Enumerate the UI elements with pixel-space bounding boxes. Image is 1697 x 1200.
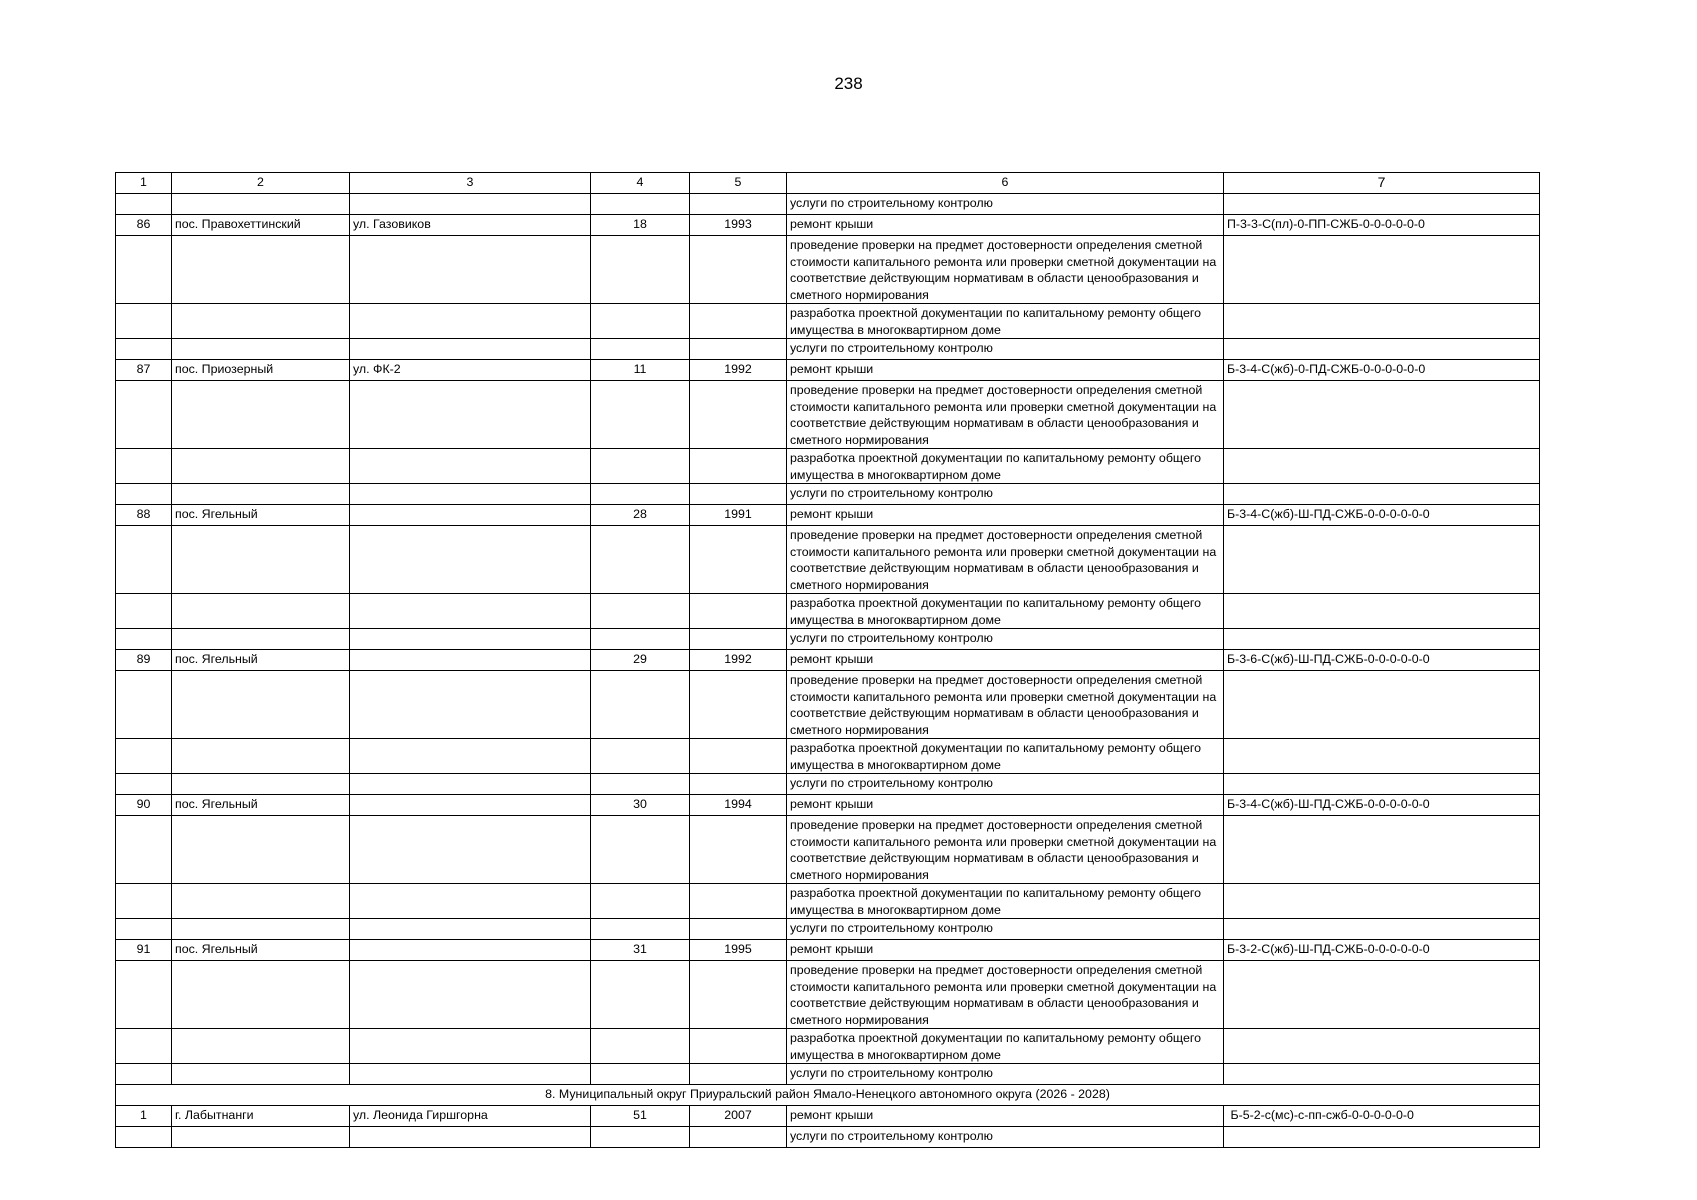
house-number: 31 xyxy=(591,940,690,961)
table-row xyxy=(116,484,1540,505)
table-row xyxy=(116,774,1540,795)
house-row xyxy=(116,650,1540,671)
table-row xyxy=(116,449,1540,484)
table-row xyxy=(116,594,1540,629)
section-title: 8. Муниципальный округ Приуральский район Ямало-Ненецкого автономного округа (2026 - 2028) xyxy=(116,1085,1540,1106)
table-row xyxy=(116,236,1540,304)
row-number: 91 xyxy=(116,940,172,961)
work-type: услуги по строительному контролю xyxy=(787,1064,1224,1085)
street xyxy=(350,940,591,961)
work-type: ремонт крыши xyxy=(787,650,1224,671)
table-row xyxy=(116,884,1540,919)
work-type: услуги по строительному контролю xyxy=(787,1127,1224,1148)
work-type: проведение проверки на предмет достоверности определения сметной стоимости капитального ремонта или проверки сметной документации на соответствие действующим нормативам в области ценообразования и сметного нормирования xyxy=(787,381,1224,449)
house-row xyxy=(116,1106,1540,1127)
work-type: разработка проектной документации по капитальному ремонту общего имущества в многоквартирном доме xyxy=(787,739,1224,774)
work-type: услуги по строительному контролю xyxy=(787,339,1224,360)
house-code: Б-3-4-С(жб)-Ш-ПД-СЖБ-0-0-0-0-0-0 xyxy=(1224,505,1540,526)
work-type: проведение проверки на предмет достоверности определения сметной стоимости капитального ремонта или проверки сметной документации на соответствие действующим нормативам в области ценообразования и сметного нормирования xyxy=(787,526,1224,594)
house-number: 29 xyxy=(591,650,690,671)
house-number: 28 xyxy=(591,505,690,526)
house-number: 30 xyxy=(591,795,690,816)
house-code: Б-3-4-С(жб)-0-ПД-СЖБ-0-0-0-0-0-0 xyxy=(1224,360,1540,381)
table-row xyxy=(116,304,1540,339)
column-header: 5 xyxy=(690,173,787,194)
table-row xyxy=(116,739,1540,774)
settlement: пос. Правохеттинский xyxy=(172,215,350,236)
table-row xyxy=(116,339,1540,360)
house-row xyxy=(116,795,1540,816)
capital-repair-table xyxy=(115,172,1540,1148)
work-type: проведение проверки на предмет достоверности определения сметной стоимости капитального ремонта или проверки сметной документации на соответствие действующим нормативам в области ценообразования и сметного нормирования xyxy=(787,671,1224,739)
year-built: 1994 xyxy=(690,795,787,816)
table-row xyxy=(116,629,1540,650)
house-code: П-3-3-С(пл)-0-ПП-СЖБ-0-0-0-0-0-0 xyxy=(1224,215,1540,236)
table-row xyxy=(116,1127,1540,1148)
work-type: ремонт крыши xyxy=(787,360,1224,381)
table-row xyxy=(116,526,1540,594)
table-row xyxy=(116,194,1540,215)
street xyxy=(350,795,591,816)
section-row xyxy=(116,1085,1540,1106)
house-row xyxy=(116,940,1540,961)
street: ул. ФК-2 xyxy=(350,360,591,381)
work-type: услуги по строительному контролю xyxy=(787,194,1224,215)
house-number: 11 xyxy=(591,360,690,381)
house-number: 18 xyxy=(591,215,690,236)
house-code: Б-3-6-С(жб)-Ш-ПД-СЖБ-0-0-0-0-0-0 xyxy=(1224,650,1540,671)
settlement: пос. Приозерный xyxy=(172,360,350,381)
year-built: 1995 xyxy=(690,940,787,961)
house-code: Б-5-2-с(мс)-с-пп-сжб-0-0-0-0-0-0 xyxy=(1224,1106,1540,1127)
settlement: г. Лабытнанги xyxy=(172,1106,350,1127)
row-number: 1 xyxy=(116,1106,172,1127)
column-header: 2 xyxy=(172,173,350,194)
house-number: 51 xyxy=(591,1106,690,1127)
street xyxy=(350,650,591,671)
work-type: проведение проверки на предмет достоверности определения сметной стоимости капитального ремонта или проверки сметной документации на соответствие действующим нормативам в области ценообразования и сметного нормирования xyxy=(787,236,1224,304)
year-built: 2007 xyxy=(690,1106,787,1127)
work-type: услуги по строительному контролю xyxy=(787,919,1224,940)
table-row xyxy=(116,671,1540,739)
header-row xyxy=(116,173,1540,194)
row-number: 88 xyxy=(116,505,172,526)
street xyxy=(350,505,591,526)
settlement: пос. Ягельный xyxy=(172,795,350,816)
work-type: услуги по строительному контролю xyxy=(787,774,1224,795)
house-code: Б-3-2-С(жб)-Ш-ПД-СЖБ-0-0-0-0-0-0 xyxy=(1224,940,1540,961)
row-number: 86 xyxy=(116,215,172,236)
table-row xyxy=(116,381,1540,449)
street: ул. Газовиков xyxy=(350,215,591,236)
settlement: пос. Ягельный xyxy=(172,940,350,961)
year-built: 1992 xyxy=(690,360,787,381)
column-header: 4 xyxy=(591,173,690,194)
street: ул. Леонида Гиршгорна xyxy=(350,1106,591,1127)
work-type: разработка проектной документации по капитальному ремонту общего имущества в многоквартирном доме xyxy=(787,594,1224,629)
column-header: 7 xyxy=(1224,173,1540,194)
work-type: услуги по строительному контролю xyxy=(787,484,1224,505)
year-built: 1991 xyxy=(690,505,787,526)
work-type: разработка проектной документации по капитальному ремонту общего имущества в многоквартирном доме xyxy=(787,304,1224,339)
house-row xyxy=(116,505,1540,526)
row-number: 90 xyxy=(116,795,172,816)
work-type: ремонт крыши xyxy=(787,940,1224,961)
work-type: разработка проектной документации по капитальному ремонту общего имущества в многоквартирном доме xyxy=(787,449,1224,484)
year-built: 1993 xyxy=(690,215,787,236)
settlement: пос. Ягельный xyxy=(172,505,350,526)
work-type: проведение проверки на предмет достоверности определения сметной стоимости капитального ремонта или проверки сметной документации на соответствие действующим нормативам в области ценообразования и сметного нормирования xyxy=(787,961,1224,1029)
table-row xyxy=(116,1064,1540,1085)
house-row xyxy=(116,360,1540,381)
column-header: 3 xyxy=(350,173,591,194)
table-row xyxy=(116,816,1540,884)
work-type: ремонт крыши xyxy=(787,505,1224,526)
column-header: 1 xyxy=(116,173,172,194)
year-built: 1992 xyxy=(690,650,787,671)
house-row xyxy=(116,215,1540,236)
work-type: услуги по строительному контролю xyxy=(787,629,1224,650)
work-type: ремонт крыши xyxy=(787,1106,1224,1127)
work-type: ремонт крыши xyxy=(787,215,1224,236)
work-type: разработка проектной документации по капитальному ремонту общего имущества в многоквартирном доме xyxy=(787,884,1224,919)
row-number: 89 xyxy=(116,650,172,671)
table-row xyxy=(116,961,1540,1029)
work-type: ремонт крыши xyxy=(787,795,1224,816)
work-type: разработка проектной документации по капитальному ремонту общего имущества в многоквартирном доме xyxy=(787,1029,1224,1064)
row-number: 87 xyxy=(116,360,172,381)
column-header: 6 xyxy=(787,173,1224,194)
house-code: Б-3-4-С(жб)-Ш-ПД-СЖБ-0-0-0-0-0-0 xyxy=(1224,795,1540,816)
table-row xyxy=(116,1029,1540,1064)
page-number: 238 xyxy=(834,74,863,93)
table-row xyxy=(116,919,1540,940)
settlement: пос. Ягельный xyxy=(172,650,350,671)
work-type: проведение проверки на предмет достоверности определения сметной стоимости капитального ремонта или проверки сметной документации на соответствие действующим нормативам в области ценообразования и сметного нормирования xyxy=(787,816,1224,884)
